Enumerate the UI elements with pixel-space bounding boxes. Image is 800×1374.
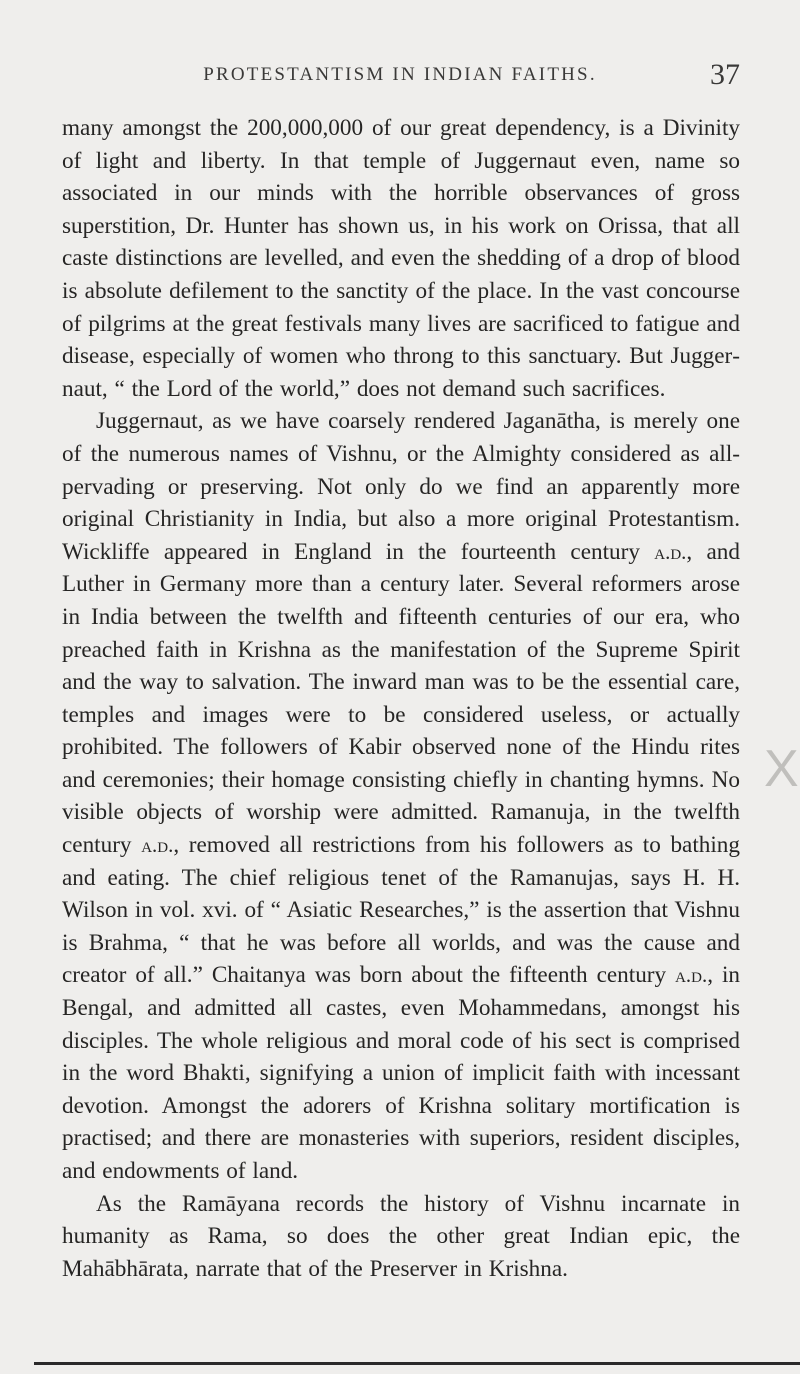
era-abbreviation: a.d. xyxy=(675,963,708,988)
margin-x-mark: X xyxy=(764,740,799,798)
era-abbreviation: a.d. xyxy=(654,539,687,564)
paragraph-continuation: many amongst the 200,000,000 of our great dependency, is a Divinity of light and liberty. In that temple of Juggernaut even, name so associated in our minds with the horrible observances of gross superstition, Dr. Hunter has shown us, in his work on Orissa, that all caste distinctions are levelled, and even the shedding of a drop of blood is absolute defilement to the sanctity of the place. In the vast concourse of pilgrims at the great festivals many lives are sacrificed to fatigue and disease, especially of women who throng to this sanctuary. But Juggernaut, “ the Lord of the world,” does not demand such sacrifices. xyxy=(62,115,740,402)
paragraph-text: Juggernaut, as we have coarsely rendered Jaganātha, is merely one of the numerous names of Vishnu, or the Almighty considered as all-pervading or preserving. Not only do we find an apparently more original Christianity in India, but also a more original Protestantism. Wickliffe appeared in England in the fourteenth century xyxy=(62,408,740,565)
era-abbreviation: a.d. xyxy=(141,833,174,858)
body-text xyxy=(62,112,740,1285)
paragraph-ramayana: As the Ramāyana records the history of Vishnu incarnate in humanity as Rama, so does the other great Indian epic, the Mahābhārata, narrate that of the Preserver in Krishna. xyxy=(62,1190,740,1282)
running-head xyxy=(62,58,738,98)
paragraph-juggernaut xyxy=(62,405,740,1187)
bottom-rule xyxy=(34,1362,800,1365)
running-title: PROTESTANTISM IN INDIAN FAITHS. xyxy=(203,64,597,85)
page-number: 37 xyxy=(710,58,740,91)
paragraph-text: , in Bengal, and admitted all castes, even Mohammedans, amongst his disciples. The whole religious and moral code of his sect is comprised in the word Bhakti, signifying a union of implicit faith with incessant devotion. Amongst the adorers of Krishna solitary mortification is practised; and there are monasteries with superiors, resident disciples, and endowments of land. xyxy=(62,962,740,1184)
paragraph-text: , removed all restrictions from his followers as to bathing and eating. The chief religious tenet of the Ramanujas, says H. H. Wilson in vol. xvi. of “ Asiatic Researches,” is the assertion that Vishnu is Brahma, “ that he was before all worlds, and was the cause and creator of all.” Chaitanya was born about the fifteenth century xyxy=(62,832,740,989)
paragraph-text: , and Luther in Germany more than a century later. Several reformers arose in India between the twelfth and fifteenth centuries of our era, who preached faith in Krishna as the manifestation of the Supreme Spirit and the way to salvation. The inward man was to be the essential care, temples and images were to be considered useless, or actually prohibited. The followers of Kabir observed none of the Hindu rites and ceremonies; their homage consisting chiefly in chanting hymns. No visible objects of worship were admitted. Ramanuja, in the twelfth century xyxy=(62,538,740,859)
